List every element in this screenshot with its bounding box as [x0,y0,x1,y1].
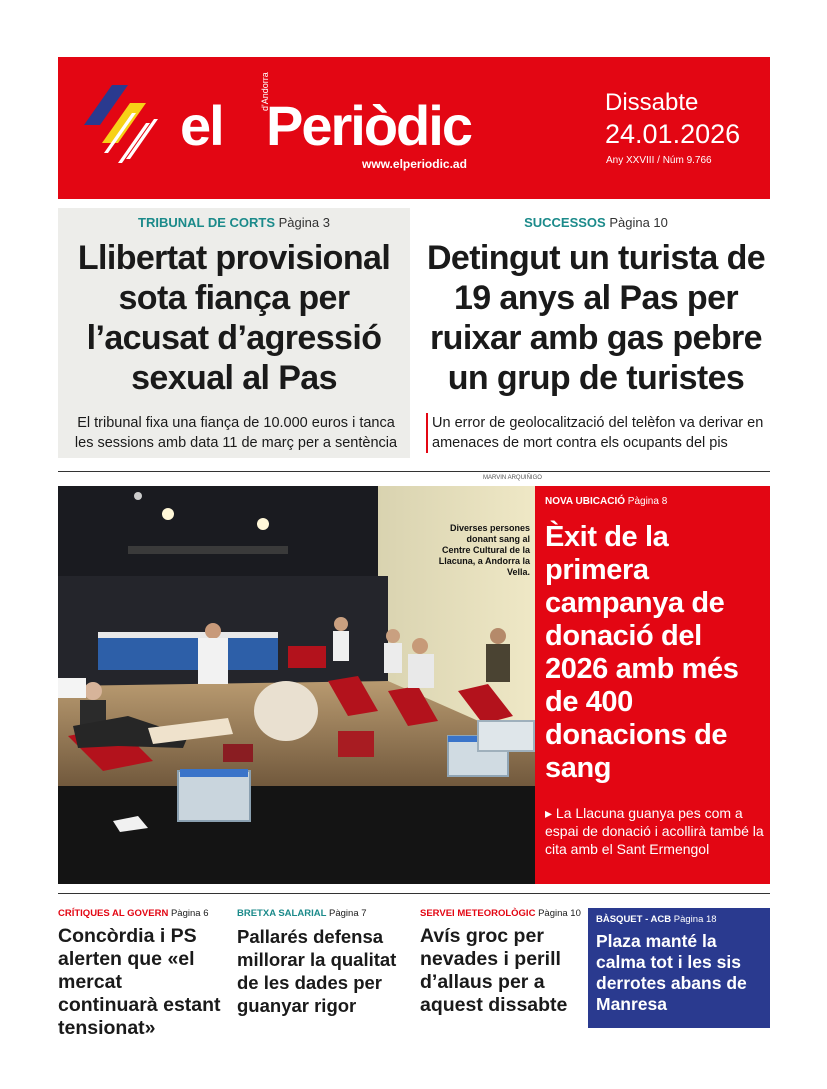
section-label: BÀSQUET - ACB [596,914,672,925]
page-ref: Pàgina 7 [329,908,367,919]
section-label: SERVEI METEOROLÒGIC [420,908,536,919]
story-deck: Un error de geolocalització del telèfon va derivar en amenaces de mort contra els ocupants del pis [426,413,776,453]
story-headline[interactable]: Detingut un turista de 19 anys al Pas per ruixar amb gas pebre un grup de turistes [426,239,766,397]
page-ref: Pàgina 6 [170,908,209,919]
lead-photo[interactable] [58,486,535,884]
brief-kicker [237,908,402,919]
story-deck: El tribunal fixa una fiança de 10.000 euros i tanca les sessions amb data 11 de març per a sentència [74,415,398,451]
brief-kicker [58,908,223,919]
brand-andorra: d'Andorra [260,72,270,111]
issue-day: Dissabte [605,89,699,116]
issue-date: 24.01.2026 [605,119,741,149]
andorra-flag-logo-icon [84,85,174,167]
brief-kicker [420,908,585,919]
issue-edition: Any XXVIII / Núm 9.766 [606,155,712,166]
story-tribunal[interactable] [58,208,410,458]
photo-caption: Diverses persones donant sang al Centre Cultural de la Llacuna, a Andorra la Vella. [438,523,530,577]
site-url-link[interactable]: www.elperiodic.ad [362,157,467,171]
section-label: SUCCESSOS [524,215,606,230]
page-ref: Pàgina 10 [538,908,581,919]
brand-el: el [180,94,223,157]
brief-headline[interactable]: Avís groc per nevades i perill d’allaus per a aquest dissabte [420,925,568,1016]
sports-box[interactable] [588,908,770,1028]
brief-headline[interactable]: Pallarés defensa millorar la qualitat de les dades per guanyar rigor [237,926,397,1016]
page-ref: Pàgina 8 [627,496,668,507]
page-ref: Pàgina 10 [609,215,668,230]
section-label: CRÍTIQUES AL GOVERN [58,908,169,919]
section-label: TRIBUNAL DE CORTS [138,215,276,230]
lead-deck: ▸ La Llacuna guanya pes com a espai de donació i acollirà també la cita amb el Sant Ermengol [545,805,764,857]
divider-top [58,471,770,472]
brief-bretxa[interactable] [237,908,402,1017]
divider-bottom [58,893,770,894]
lead-kicker [545,496,667,507]
brief-meteo[interactable] [420,908,585,1017]
section-label: NOVA UBICACIÓ [545,496,625,507]
brand-name: Periòdic [266,94,471,157]
sports-kicker [596,914,762,925]
brief-headline[interactable]: Concòrdia i PS alerten que «el mercat continuarà estant tensionat» [58,925,221,1039]
story-headline[interactable]: Llibertat provisional sota fiança per l’acusat d’agressió sexual al Pas [77,239,391,397]
story-kicker [420,215,772,230]
section-label: BRETXA SALARIAL [237,908,327,919]
page-ref: Pàgina 3 [278,215,330,230]
lead-headline[interactable]: Èxit de la primera campanya de donació del 2026 amb més de 400 donacions de sang [545,521,739,784]
story-successos[interactable] [420,208,772,458]
photo-credit: MARVIN ARQUIÑIGO [483,475,542,481]
brief-critiques[interactable] [58,908,223,1040]
sports-headline[interactable]: Plaza manté la calma tot i les sis derrotes abans de Manresa [596,931,747,1014]
lead-story[interactable] [535,486,770,884]
page-ref: Pàgina 18 [673,914,717,925]
masthead [58,57,770,199]
story-kicker [58,215,410,230]
